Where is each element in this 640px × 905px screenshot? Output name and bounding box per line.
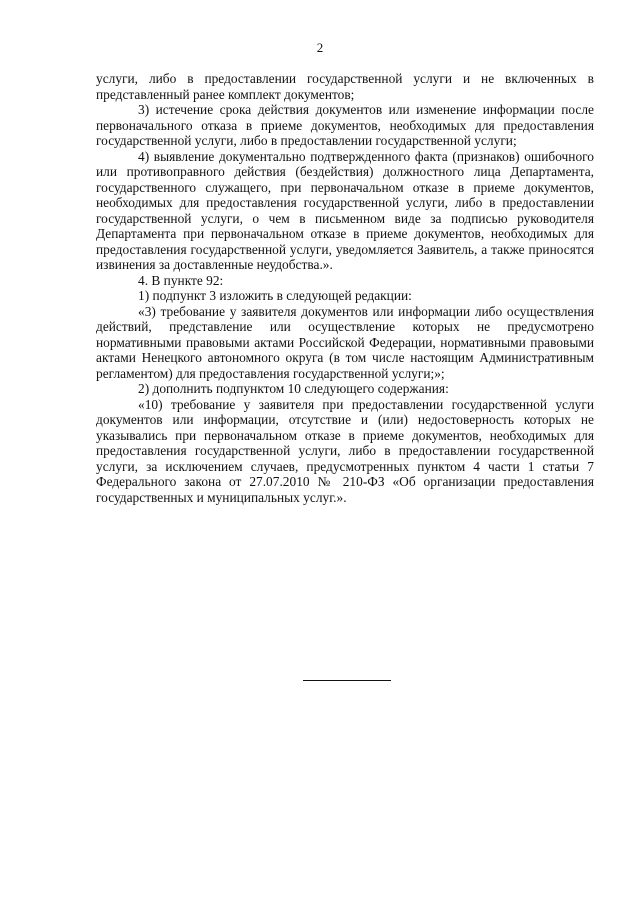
paragraph-quote-10: «10) требование у заявителя при предоставлении государственной услуги документов или информации, отсутствие и (или) недостоверность которых не указывались при первоначальном отказе в приеме документов, необходимых для предоставления государственной услуги, либо в предоставлении государственной услуги, за исключением случаев, предусмотренных пунктом 4 части 1 статьи 7 Федерального закона от 27.07.2010 № 210-ФЗ «Об организации предоставления государственных и муниципальных услуг.».	[96, 396, 594, 505]
paragraph-item-4: 4) выявление документально подтвержденного факта (признаков) ошибочного или противоправного действия (бездействия) должностного лица Департамента, государственного служащего, при первоначальном отказе в приеме документов, необходимых для предоставления государственной услуги, либо в предоставлении государственной услуги, о чем в письменном виде за подписью руководителя Департамента при первоначальном отказе в приеме документов, необходимых для предоставления государственной услуги, уведомляется Заявитель, а также приносятся извинения за доставленные неудобства.».	[96, 148, 594, 272]
paragraph-quote-3: «3) требование у заявителя документов или информации либо осуществления действий, представление или осуществление которых не предусмотрено нормативными правовыми актами Российской Федерации, нормативными правовыми актами Ненецкого автономного округа (в том числе настоящим Административным регламентом) для предоставления государственной услуги;»;	[96, 303, 594, 381]
paragraph-continuation: услуги, либо в предоставлении государственной услуги и не включенных в представленный ранее комплект документов;	[96, 71, 594, 102]
paragraph-item-3: 3) истечение срока действия документов или изменение информации после первоначального отказа в приеме документов, необходимых для предоставления государственной услуги, либо в предоставлении государственной услуги;	[96, 102, 594, 148]
end-of-document-line	[303, 680, 391, 681]
page-number: 2	[316, 40, 324, 55]
document-body	[96, 71, 594, 505]
paragraph-subpoint-1: 1) подпункт 3 изложить в следующей редакции:	[138, 288, 412, 303]
paragraph-subpoint-2: 2) дополнить подпунктом 10 следующего содержания:	[138, 381, 449, 396]
paragraph-point-4: 4. В пункте 92:	[138, 272, 224, 288]
